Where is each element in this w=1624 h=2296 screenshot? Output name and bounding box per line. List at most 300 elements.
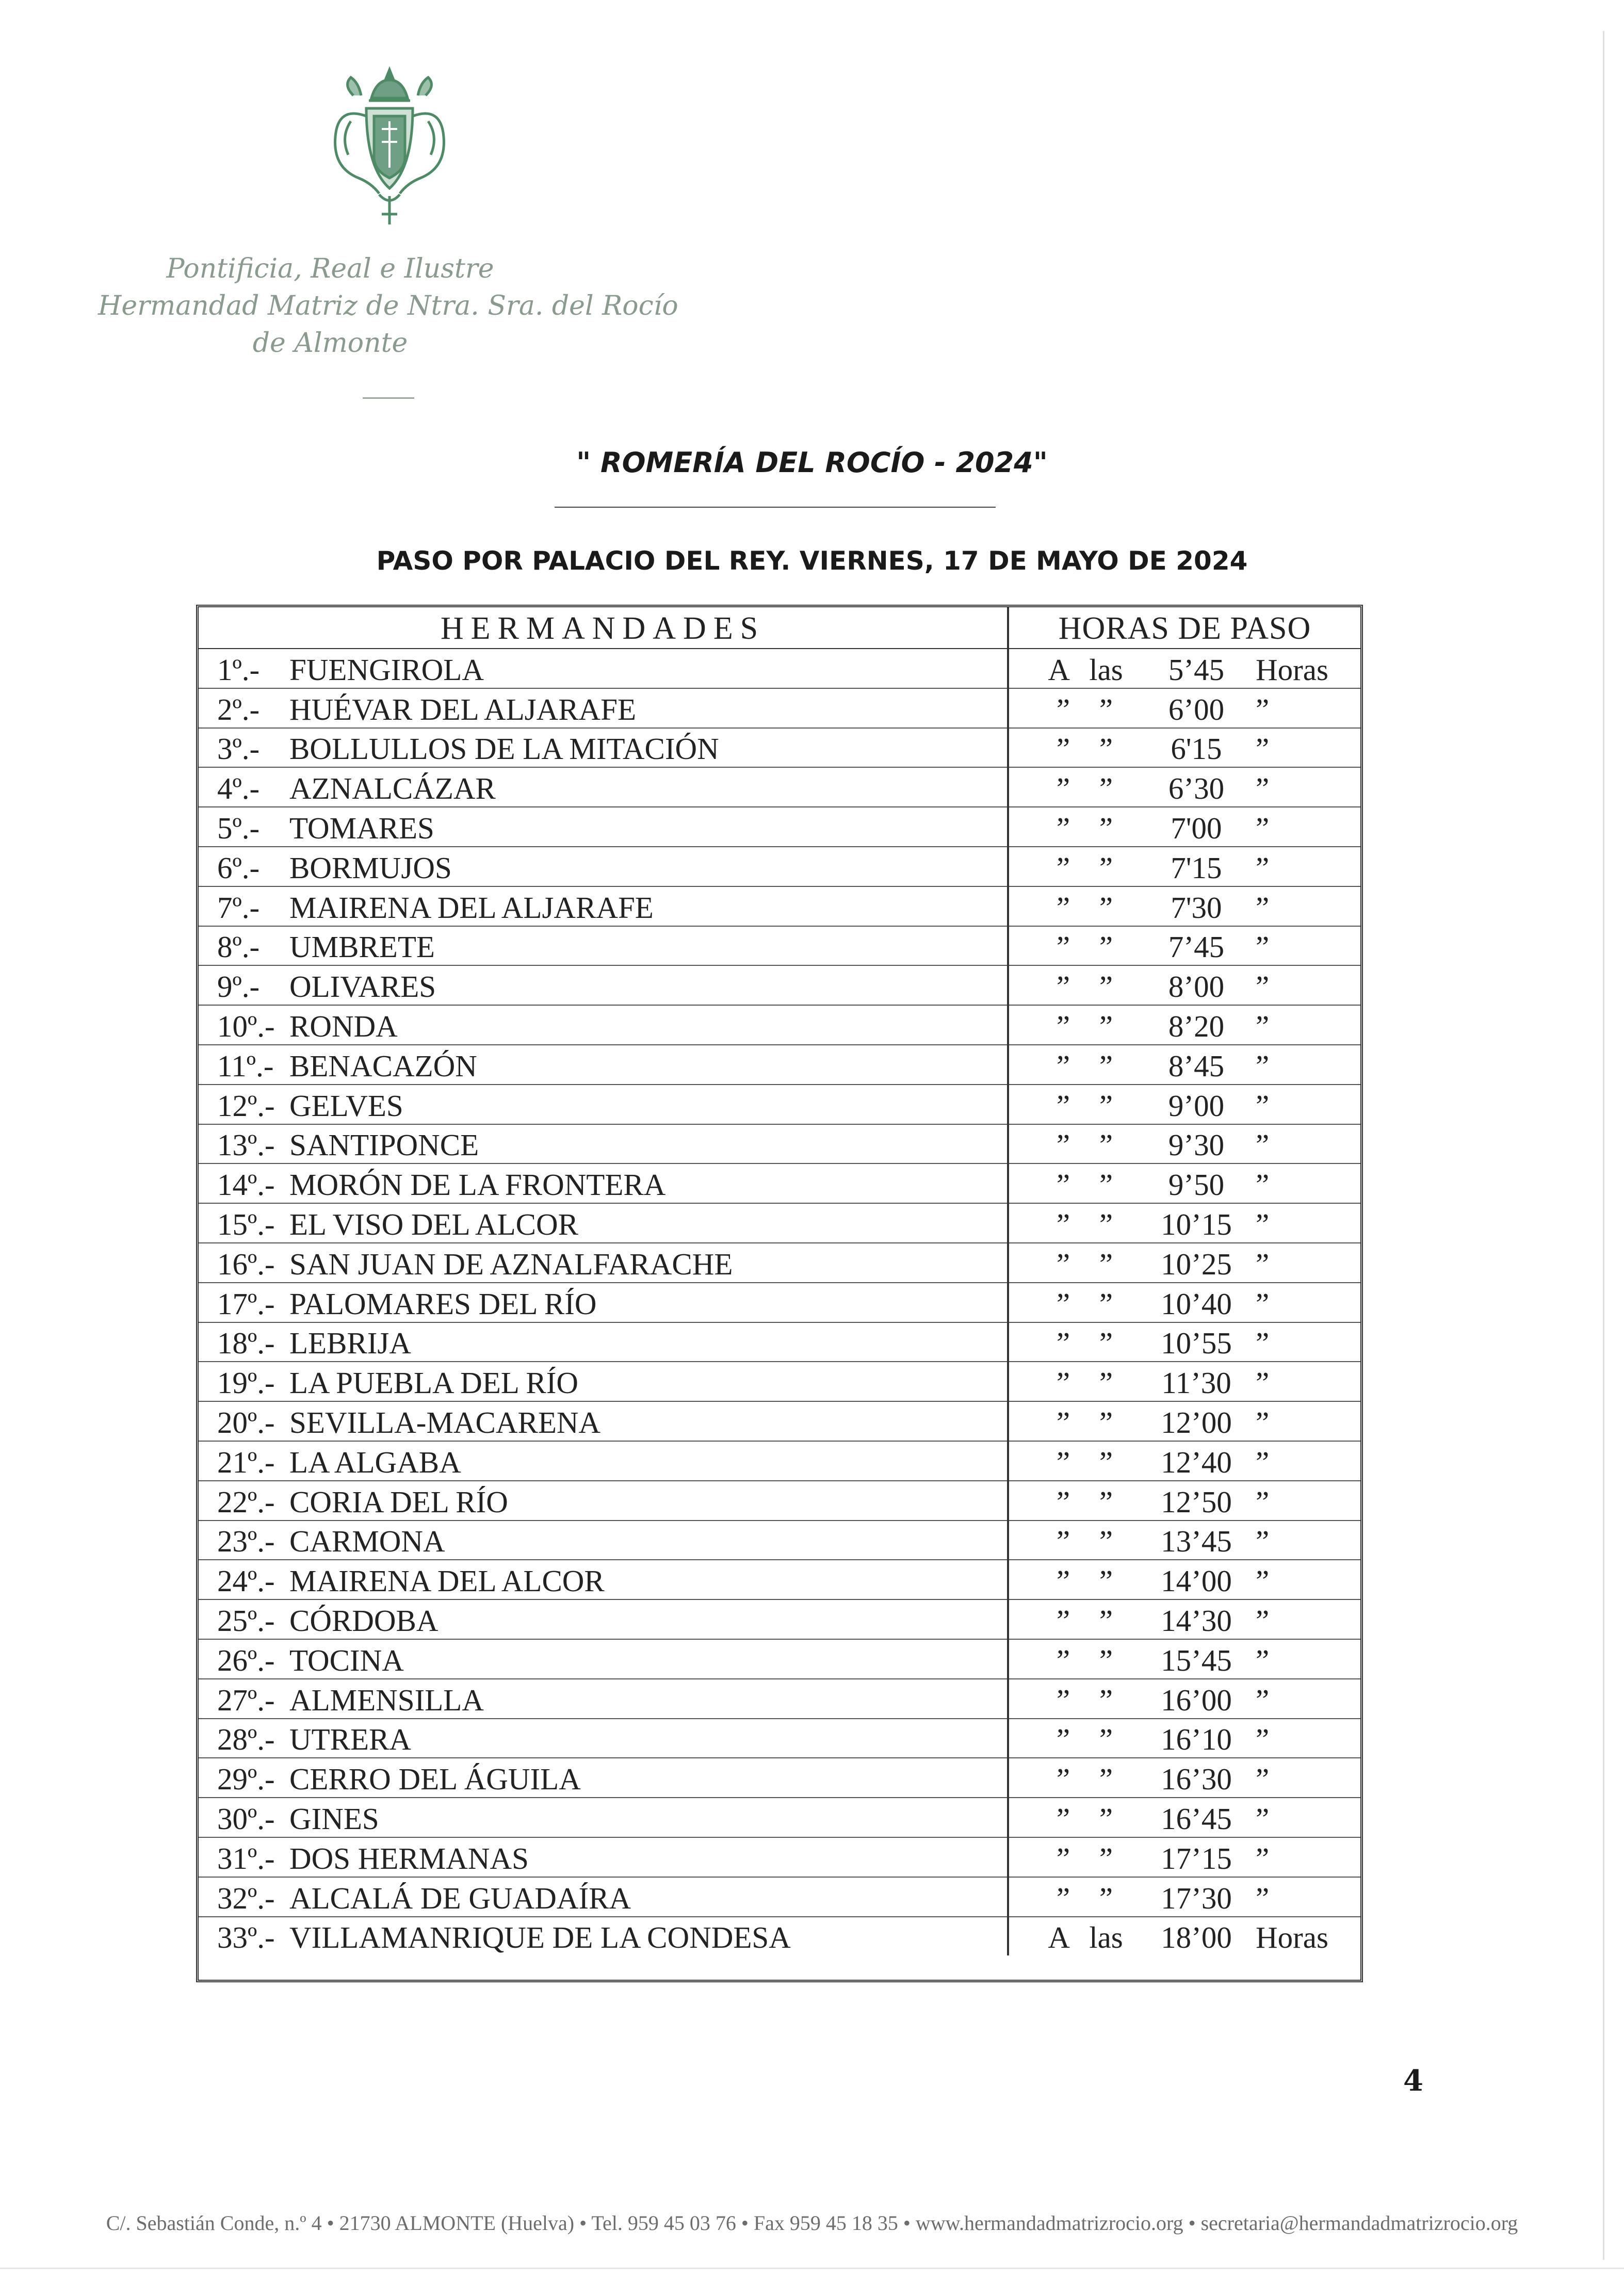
table-row [199, 1877, 1360, 1917]
row-number: 22º.- [217, 1484, 275, 1519]
hermandad-name-text: RONDA [289, 1009, 398, 1043]
ditto-mark: ” [1099, 1088, 1113, 1123]
ditto-mark: ” [1256, 1564, 1270, 1598]
ditto-mark: ” [1056, 1881, 1070, 1915]
hermandad-name-text: AZNALCÁZAR [289, 771, 496, 806]
time-value: 8’45 [1168, 1048, 1225, 1083]
ditto-mark: ” [1056, 1801, 1070, 1836]
ditto-mark: ” [1099, 1683, 1113, 1717]
table-row [199, 1124, 1360, 1164]
row-number: 10º.- [217, 1009, 275, 1043]
footer-divider [0, 2268, 1624, 2269]
row-number: 26º.- [217, 1643, 275, 1677]
hermandad-name-text: PALOMARES DEL RÍO [289, 1286, 597, 1321]
hermandad-cell [199, 1401, 1008, 1441]
ditto-mark: ” [1056, 1683, 1070, 1717]
hermandad-cell [199, 1481, 1008, 1521]
time-value: 7'30 [1171, 890, 1222, 925]
hermandad-name-text: UMBRETE [289, 930, 435, 964]
hermandad-cell [199, 847, 1008, 886]
ditto-mark: ” [1056, 890, 1070, 925]
hermandad-name-text: SEVILLA-MACARENA [289, 1405, 601, 1440]
ditto-mark: ” [1056, 1484, 1070, 1519]
row-number: 20º.- [217, 1405, 275, 1440]
table-row [199, 1679, 1360, 1719]
hermandad-name-text: BORMUJOS [289, 850, 452, 885]
ditto-mark: ” [1256, 1366, 1270, 1400]
hermandad-cell [199, 1798, 1008, 1837]
ditto-mark: ” [1256, 1722, 1270, 1757]
time-cell [1008, 1758, 1360, 1798]
ditto-mark: ” [1099, 732, 1113, 766]
ditto-mark: ” [1256, 1326, 1270, 1361]
ditto-mark: ” [1056, 811, 1070, 845]
row-number: 13º.- [217, 1128, 275, 1162]
hermandad-name-text: TOCINA [289, 1643, 404, 1677]
hermandad-name-text: BOLLULLOS DE LA MITACIÓN [289, 732, 719, 766]
ditto-mark: ” [1256, 692, 1270, 726]
ditto-mark: ” [1256, 1405, 1270, 1440]
ditto-mark: ” [1256, 969, 1270, 1004]
hermandad-cell [199, 688, 1008, 728]
time-value: 10’40 [1161, 1286, 1232, 1321]
hermandad-name-line-3: de Almonte [252, 328, 408, 359]
row-number: 9º.- [217, 969, 260, 1004]
ditto-mark: ” [1099, 1207, 1113, 1241]
row-number: 17º.- [217, 1286, 275, 1321]
time-cell [1008, 1679, 1360, 1719]
row-number: 28º.- [217, 1722, 275, 1757]
ditto-mark: ” [1056, 1841, 1070, 1875]
ditto-mark: ” [1256, 1801, 1270, 1836]
hermandad-name-text: TOMARES [289, 811, 434, 845]
ditto-mark: ” [1256, 732, 1270, 766]
time-value: 12’50 [1161, 1484, 1232, 1519]
time-value: 16’10 [1161, 1722, 1232, 1757]
table-row [199, 1163, 1360, 1203]
row-number: 5º.- [217, 811, 260, 845]
hermandad-name [98, 250, 678, 362]
time-suffix-horas: Horas [1256, 1920, 1328, 1955]
ditto-mark: ” [1056, 1286, 1070, 1321]
ditto-mark: ” [1099, 1564, 1113, 1598]
ditto-mark: ” [1256, 1088, 1270, 1123]
hermandad-name-text: HUÉVAR DEL ALJARAFE [289, 692, 636, 726]
hermandad-name-text: LA ALGABA [289, 1445, 461, 1479]
ditto-mark: ” [1256, 1168, 1270, 1202]
row-number: 18º.- [217, 1326, 275, 1361]
hermandad-cell [199, 1877, 1008, 1917]
table-row [199, 728, 1360, 768]
table-row [199, 1521, 1360, 1560]
ditto-mark: ” [1099, 811, 1113, 845]
time-cell [1008, 1045, 1360, 1085]
ditto-mark: ” [1099, 771, 1113, 806]
ditto-mark: ” [1099, 1524, 1113, 1559]
ditto-mark: ” [1099, 1445, 1113, 1479]
ditto-mark: ” [1056, 1564, 1070, 1598]
ditto-mark: ” [1056, 1088, 1070, 1123]
hermandad-name-text: CORIA DEL RÍO [289, 1484, 508, 1519]
ditto-mark: ” [1056, 732, 1070, 766]
time-cell [1008, 1917, 1360, 1956]
time-value: 9’30 [1168, 1128, 1225, 1162]
time-value: 5’45 [1168, 652, 1225, 687]
header-hermandades: HERMANDADES [199, 607, 1008, 649]
hermandad-name-text: SANTIPONCE [289, 1128, 479, 1162]
row-number: 21º.- [217, 1445, 275, 1479]
ditto-mark: ” [1256, 890, 1270, 925]
hermandad-cell [199, 1322, 1008, 1362]
ditto-mark: ” [1056, 692, 1070, 726]
time-cell [1008, 807, 1360, 847]
row-number: 16º.- [217, 1247, 275, 1281]
hermandad-name-text: GINES [289, 1801, 379, 1836]
hermandad-cell [199, 965, 1008, 1005]
time-cell [1008, 649, 1360, 688]
row-number: 6º.- [217, 850, 260, 885]
table-row [199, 1758, 1360, 1798]
hermandad-name-text: MAIRENA DEL ALCOR [289, 1564, 605, 1598]
ditto-mark: ” [1099, 1405, 1113, 1440]
ditto-mark: ” [1256, 1643, 1270, 1677]
hermandad-cell [199, 1719, 1008, 1758]
time-cell [1008, 886, 1360, 926]
hermandad-name-text: OLIVARES [289, 969, 436, 1004]
row-number: 30º.- [217, 1801, 275, 1836]
hermandad-cell [199, 1362, 1008, 1401]
hermandad-cell [199, 1045, 1008, 1085]
hermandad-cell [199, 1441, 1008, 1481]
time-value: 9’50 [1168, 1168, 1225, 1202]
footer-contact: C/. Sebastián Conde, n.º 4 • 21730 ALMONTE (Huelva) • Tel. 959 45 03 76 • Fax 959 45 18 35 • www.hermandadmatrizrocio.org • secretaria@hermandadmatrizrocio.org [106, 2211, 1518, 2235]
hermandad-cell [199, 767, 1008, 807]
table-row [199, 1203, 1360, 1243]
ditto-mark: ” [1256, 850, 1270, 885]
time-cell [1008, 1837, 1360, 1877]
time-prefix-a: A [1048, 1920, 1070, 1955]
ditto-mark: ” [1056, 1048, 1070, 1083]
table-header-row [199, 607, 1360, 649]
ditto-mark: ” [1256, 1603, 1270, 1638]
table-row [199, 1798, 1360, 1837]
ditto-mark: ” [1256, 930, 1270, 964]
time-cell [1008, 1005, 1360, 1045]
time-cell [1008, 1719, 1360, 1758]
ditto-mark: ” [1099, 1286, 1113, 1321]
ditto-mark: ” [1256, 771, 1270, 806]
document-subtitle: PASO POR PALACIO DEL REY. VIERNES, 17 DE MAYO DE 2024 [376, 546, 1248, 576]
hermandad-name-text: MAIRENA DEL ALJARAFE [289, 890, 654, 925]
time-value: 11’30 [1161, 1366, 1231, 1400]
time-suffix-horas: Horas [1256, 652, 1328, 687]
hermandad-cell [199, 1163, 1008, 1203]
ditto-mark: ” [1256, 1683, 1270, 1717]
table-row [199, 1917, 1360, 1956]
ditto-mark: ” [1256, 1445, 1270, 1479]
row-number: 31º.- [217, 1841, 275, 1875]
hermandad-name-text: CARMONA [289, 1524, 445, 1559]
ditto-mark: ” [1056, 969, 1070, 1004]
time-cell [1008, 1599, 1360, 1639]
ditto-mark: ” [1099, 850, 1113, 885]
ditto-mark: ” [1056, 1366, 1070, 1400]
row-number: 12º.- [217, 1088, 275, 1123]
row-number: 19º.- [217, 1366, 275, 1400]
time-cell [1008, 965, 1360, 1005]
hermandad-name-text: MORÓN DE LA FRONTERA [289, 1168, 666, 1202]
time-value: 16’45 [1161, 1801, 1232, 1836]
hermandad-cell [199, 886, 1008, 926]
hermandad-cell [199, 1758, 1008, 1798]
table-row [199, 767, 1360, 807]
table-row [199, 807, 1360, 847]
ditto-mark: ” [1056, 1405, 1070, 1440]
hermandad-cell [199, 926, 1008, 966]
time-cell [1008, 688, 1360, 728]
time-cell [1008, 1085, 1360, 1124]
time-value: 6’00 [1168, 692, 1225, 726]
ditto-mark: ” [1256, 1841, 1270, 1875]
hermandad-name-text: VILLAMANRIQUE DE LA CONDESA [289, 1920, 791, 1955]
table-row [199, 688, 1360, 728]
ditto-mark: ” [1056, 1762, 1070, 1797]
hermandad-cell [199, 1243, 1008, 1283]
hermandad-cell [199, 1124, 1008, 1164]
time-cell [1008, 1481, 1360, 1521]
table-row [199, 1837, 1360, 1877]
hermandad-cell [199, 1521, 1008, 1560]
ditto-mark: ” [1099, 1801, 1113, 1836]
ditto-mark: ” [1256, 1247, 1270, 1281]
time-value: 7’45 [1168, 930, 1225, 964]
table-row [199, 1401, 1360, 1441]
table-row [199, 1560, 1360, 1599]
time-value: 8’20 [1168, 1009, 1225, 1043]
hermandad-cell [199, 1283, 1008, 1322]
ditto-mark: ” [1056, 1207, 1070, 1241]
ditto-mark: ” [1099, 692, 1113, 726]
row-number: 29º.- [217, 1762, 275, 1797]
ditto-mark: ” [1256, 1286, 1270, 1321]
time-value: 6'15 [1171, 732, 1222, 766]
time-value: 15’45 [1161, 1643, 1232, 1677]
table-row [199, 1085, 1360, 1124]
ditto-mark: ” [1056, 1247, 1070, 1281]
time-value: 12’40 [1161, 1445, 1232, 1479]
time-cell [1008, 1560, 1360, 1599]
ditto-mark: ” [1099, 1841, 1113, 1875]
table-row [199, 1243, 1360, 1283]
time-cell [1008, 1322, 1360, 1362]
time-prefix-las: las [1089, 652, 1123, 687]
time-value: 16’30 [1161, 1762, 1232, 1797]
hermandad-name-line-2: Hermandad Matriz de Ntra. Sra. del Rocío [98, 290, 678, 321]
ditto-mark: ” [1256, 1048, 1270, 1083]
time-value: 7'15 [1171, 850, 1222, 885]
table-row [199, 649, 1360, 688]
table-row [199, 1322, 1360, 1362]
ditto-mark: ” [1056, 1603, 1070, 1638]
row-number: 11º.- [217, 1048, 274, 1083]
ditto-mark: ” [1256, 1881, 1270, 1915]
row-number: 8º.- [217, 930, 260, 964]
time-value: 17’15 [1161, 1841, 1232, 1875]
time-value: 16’00 [1161, 1683, 1232, 1717]
row-number: 3º.- [217, 732, 260, 766]
hermandad-cell [199, 1203, 1008, 1243]
hermandad-cell [199, 1639, 1008, 1679]
time-value: 10’55 [1161, 1326, 1232, 1361]
time-value: 17’30 [1161, 1881, 1232, 1915]
row-number: 4º.- [217, 771, 260, 806]
time-value: 14’00 [1161, 1564, 1232, 1598]
hermandad-cell [199, 1917, 1008, 1956]
hermandad-name-text: DOS HERMANAS [289, 1841, 529, 1875]
hermandad-name-text: CERRO DEL ÁGUILA [289, 1762, 581, 1797]
table-row [199, 847, 1360, 886]
time-cell [1008, 1243, 1360, 1283]
ditto-mark: ” [1099, 890, 1113, 925]
time-cell [1008, 1877, 1360, 1917]
hermandad-cell [199, 649, 1008, 688]
hermandad-cell [199, 807, 1008, 847]
hermandad-name-text: ALCALÁ DE GUADAÍRA [289, 1881, 631, 1915]
hermandad-name-line-1: Pontificia, Real e Ilustre [166, 253, 494, 284]
time-cell [1008, 1441, 1360, 1481]
time-cell [1008, 1521, 1360, 1560]
page-number: 4 [1403, 2064, 1423, 2098]
hermandad-name-text: LA PUEBLA DEL RÍO [289, 1366, 578, 1400]
time-cell [1008, 1283, 1360, 1322]
time-value: 7'00 [1171, 811, 1222, 845]
table-row [199, 1283, 1360, 1322]
time-cell [1008, 1639, 1360, 1679]
table-row [199, 1441, 1360, 1481]
time-cell [1008, 1362, 1360, 1401]
ditto-mark: ” [1256, 1484, 1270, 1519]
schedule-table [196, 605, 1363, 1982]
time-value: 13’45 [1161, 1524, 1232, 1559]
hermandad-cell [199, 1599, 1008, 1639]
row-number: 2º.- [217, 692, 260, 726]
ditto-mark: ” [1056, 1643, 1070, 1677]
time-cell [1008, 767, 1360, 807]
ditto-mark: ” [1056, 1128, 1070, 1162]
row-number: 27º.- [217, 1683, 275, 1717]
ditto-mark: ” [1099, 1247, 1113, 1281]
ditto-mark: ” [1099, 1603, 1113, 1638]
row-number: 15º.- [217, 1207, 275, 1241]
table-row [199, 1481, 1360, 1521]
time-prefix-las: las [1089, 1920, 1123, 1955]
ditto-mark: ” [1099, 1326, 1113, 1361]
hermandad-crest-icon [322, 59, 457, 230]
row-number: 24º.- [217, 1564, 275, 1598]
row-number: 25º.- [217, 1603, 275, 1638]
hermandad-name-text: SAN JUAN DE AZNALFARACHE [289, 1247, 733, 1281]
hermandad-name-text: GELVES [289, 1088, 403, 1123]
document-title: " ROMERÍA DEL ROCÍO - 2024" [576, 446, 1048, 479]
hermandad-cell [199, 1005, 1008, 1045]
ditto-mark: ” [1256, 1762, 1270, 1797]
name-divider [363, 397, 414, 399]
time-cell [1008, 1401, 1360, 1441]
time-cell [1008, 847, 1360, 886]
hermandad-name-text: FUENGIROLA [289, 652, 484, 687]
row-number: 33º.- [217, 1920, 275, 1955]
table-row [199, 1719, 1360, 1758]
hermandad-name-text: LEBRIJA [289, 1326, 411, 1361]
ditto-mark: ” [1256, 1207, 1270, 1241]
ditto-mark: ” [1056, 1326, 1070, 1361]
table-row [199, 1639, 1360, 1679]
ditto-mark: ” [1256, 811, 1270, 845]
ditto-mark: ” [1056, 930, 1070, 964]
hermandad-name-text: EL VISO DEL ALCOR [289, 1207, 578, 1241]
ditto-mark: ” [1099, 1762, 1113, 1797]
ditto-mark: ” [1256, 1524, 1270, 1559]
hermandad-name-text: BENACAZÓN [289, 1048, 477, 1083]
ditto-mark: ” [1256, 1009, 1270, 1043]
ditto-mark: ” [1099, 1048, 1113, 1083]
time-value: 14’30 [1161, 1603, 1232, 1638]
hermandad-cell [199, 728, 1008, 768]
ditto-mark: ” [1099, 1484, 1113, 1519]
ditto-mark: ” [1056, 771, 1070, 806]
header-horas-de-paso: HORAS DE PASO [1008, 607, 1360, 649]
row-number: 7º.- [217, 890, 260, 925]
ditto-mark: ” [1099, 969, 1113, 1004]
hermandad-cell [199, 1837, 1008, 1877]
time-cell [1008, 1163, 1360, 1203]
row-number: 23º.- [217, 1524, 275, 1559]
table-row [199, 1005, 1360, 1045]
time-value: 6’30 [1168, 771, 1225, 806]
row-number: 14º.- [217, 1168, 275, 1202]
hermandad-cell [199, 1560, 1008, 1599]
time-value: 12’00 [1161, 1405, 1232, 1440]
time-value: 8’00 [1168, 969, 1225, 1004]
time-cell [1008, 728, 1360, 768]
table-row [199, 1599, 1360, 1639]
hermandad-cell [199, 1085, 1008, 1124]
table-row [199, 886, 1360, 926]
row-number: 1º.- [217, 652, 260, 687]
time-cell [1008, 1124, 1360, 1164]
ditto-mark: ” [1099, 1722, 1113, 1757]
ditto-mark: ” [1099, 1643, 1113, 1677]
hermandad-cell [199, 1679, 1008, 1719]
title-divider [555, 507, 996, 508]
row-number: 32º.- [217, 1881, 275, 1915]
ditto-mark: ” [1099, 930, 1113, 964]
time-prefix-a: A [1048, 652, 1070, 687]
hermandad-name-text: UTRERA [289, 1722, 411, 1757]
time-cell [1008, 1203, 1360, 1243]
ditto-mark: ” [1099, 1881, 1113, 1915]
ditto-mark: ” [1099, 1128, 1113, 1162]
ditto-mark: ” [1056, 1445, 1070, 1479]
hermandad-name-text: ALMENSILLA [289, 1683, 484, 1717]
time-value: 10’25 [1161, 1247, 1232, 1281]
time-value: 10’15 [1161, 1207, 1232, 1241]
ditto-mark: ” [1056, 1722, 1070, 1757]
time-cell [1008, 926, 1360, 966]
ditto-mark: ” [1056, 1168, 1070, 1202]
ditto-mark: ” [1099, 1009, 1113, 1043]
page-edge-shadow [1603, 31, 1604, 2260]
